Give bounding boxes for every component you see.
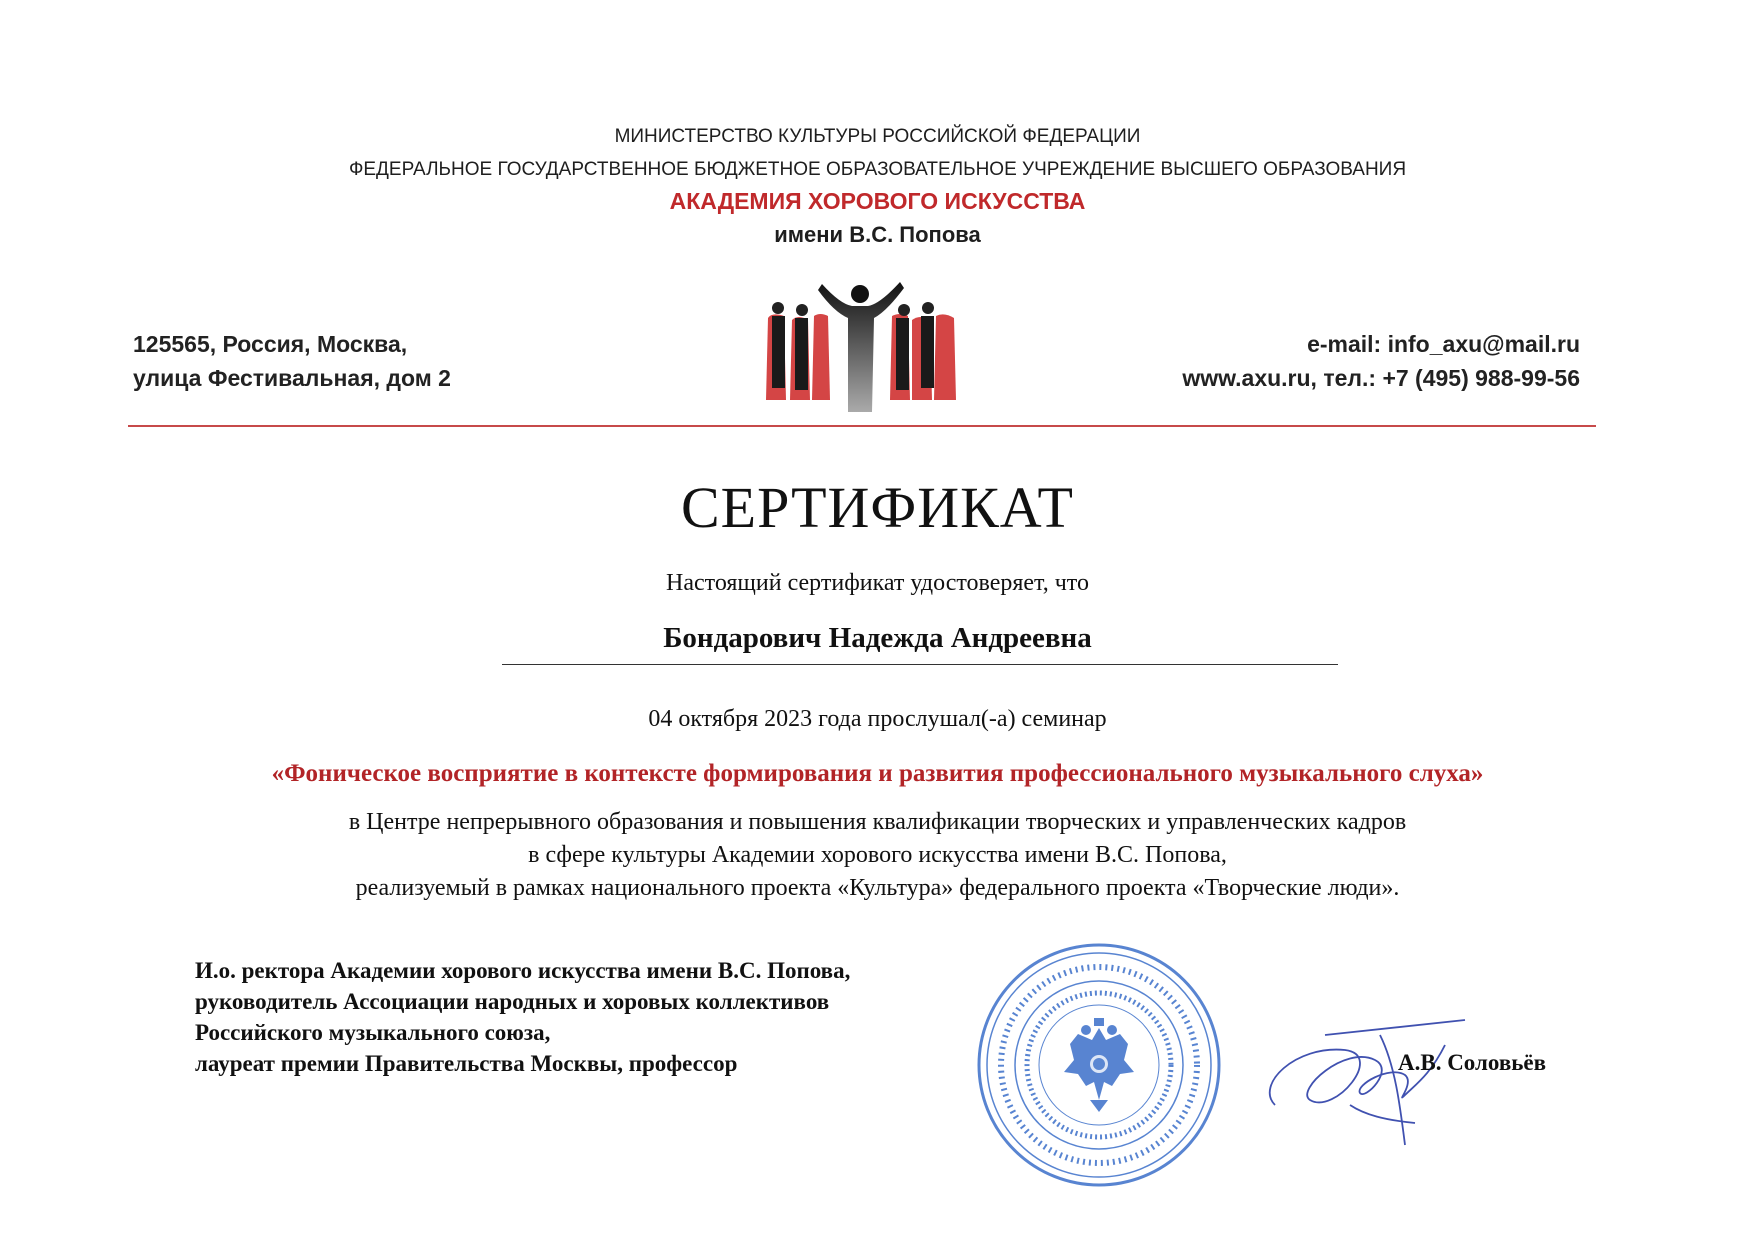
header-academy-subtitle: имени В.С. Попова (774, 222, 981, 247)
address-line-2: улица Фестивальная, дом 2 (133, 365, 451, 391)
seminar-description (0, 806, 1755, 905)
description-line-1: в Центре непрерывного образования и повышения квалификации творческих и управленческих кадров (348, 809, 1407, 835)
official-seal-stamp-icon (974, 940, 1224, 1190)
header-divider (128, 425, 1596, 427)
header-ministry: МИНИСТЕРСТВО КУЛЬТУРЫ РОССИЙСКОЙ ФЕДЕРАЦИИ (614, 126, 1141, 147)
position-line-3: Российского музыкального союза, (195, 1020, 551, 1045)
contact-web-phone: www.axu.ru, тел.: +7 (495) 988-99-56 (1182, 365, 1580, 391)
position-line-2: руководитель Ассоциации народных и хоровых коллективов (195, 989, 830, 1014)
address-block (133, 327, 451, 395)
contact-block (1182, 327, 1580, 395)
header-institution-type: ФЕДЕРАЛЬНОЕ ГОСУДАРСТВЕННОЕ БЮДЖЕТНОЕ ОБРАЗОВАТЕЛЬНОЕ УЧРЕЖДЕНИЕ ВЫСШЕГО ОБРАЗОВАНИЯ (348, 159, 1407, 180)
seminar-date-line: 04 октября 2023 года прослушал(-а) семинар (648, 706, 1107, 732)
contact-email: e-mail: info_axu@mail.ru (1307, 331, 1580, 357)
recipient-name: Бондарович Надежда Андреевна (663, 622, 1092, 654)
recipient-underline (502, 664, 1338, 665)
position-line-4: лауреат премии Правительства Москвы, профессор (195, 1051, 738, 1076)
header-academy-name: АКАДЕМИЯ ХОРОВОГО ИСКУССТВА (669, 188, 1086, 214)
signatory-position (195, 955, 850, 1079)
certificate-intro: Настоящий сертификат удостоверяет, что (666, 570, 1089, 596)
choir-conductor-logo-icon (762, 282, 958, 414)
description-line-3: реализуемый в рамках национального проекта «Культура» федерального проекта «Творческие люди». (355, 875, 1400, 901)
signatory-name: А.В. Соловьёв (1398, 1050, 1547, 1075)
handwritten-signature-icon (1255, 1005, 1505, 1155)
position-line-1: И.о. ректора Академии хорового искусства имени В.С. Попова, (195, 958, 851, 983)
description-line-2: в сфере культуры Академии хорового искусства имени В.С. Попова, (528, 842, 1227, 868)
address-line-1: 125565, Россия, Москва, (133, 331, 408, 357)
seminar-topic: «Фоническое восприятие в контексте формирования и развития профессионального музыкального слуха» (271, 760, 1484, 787)
certificate-title: СЕРТИФИКАТ (680, 475, 1074, 540)
